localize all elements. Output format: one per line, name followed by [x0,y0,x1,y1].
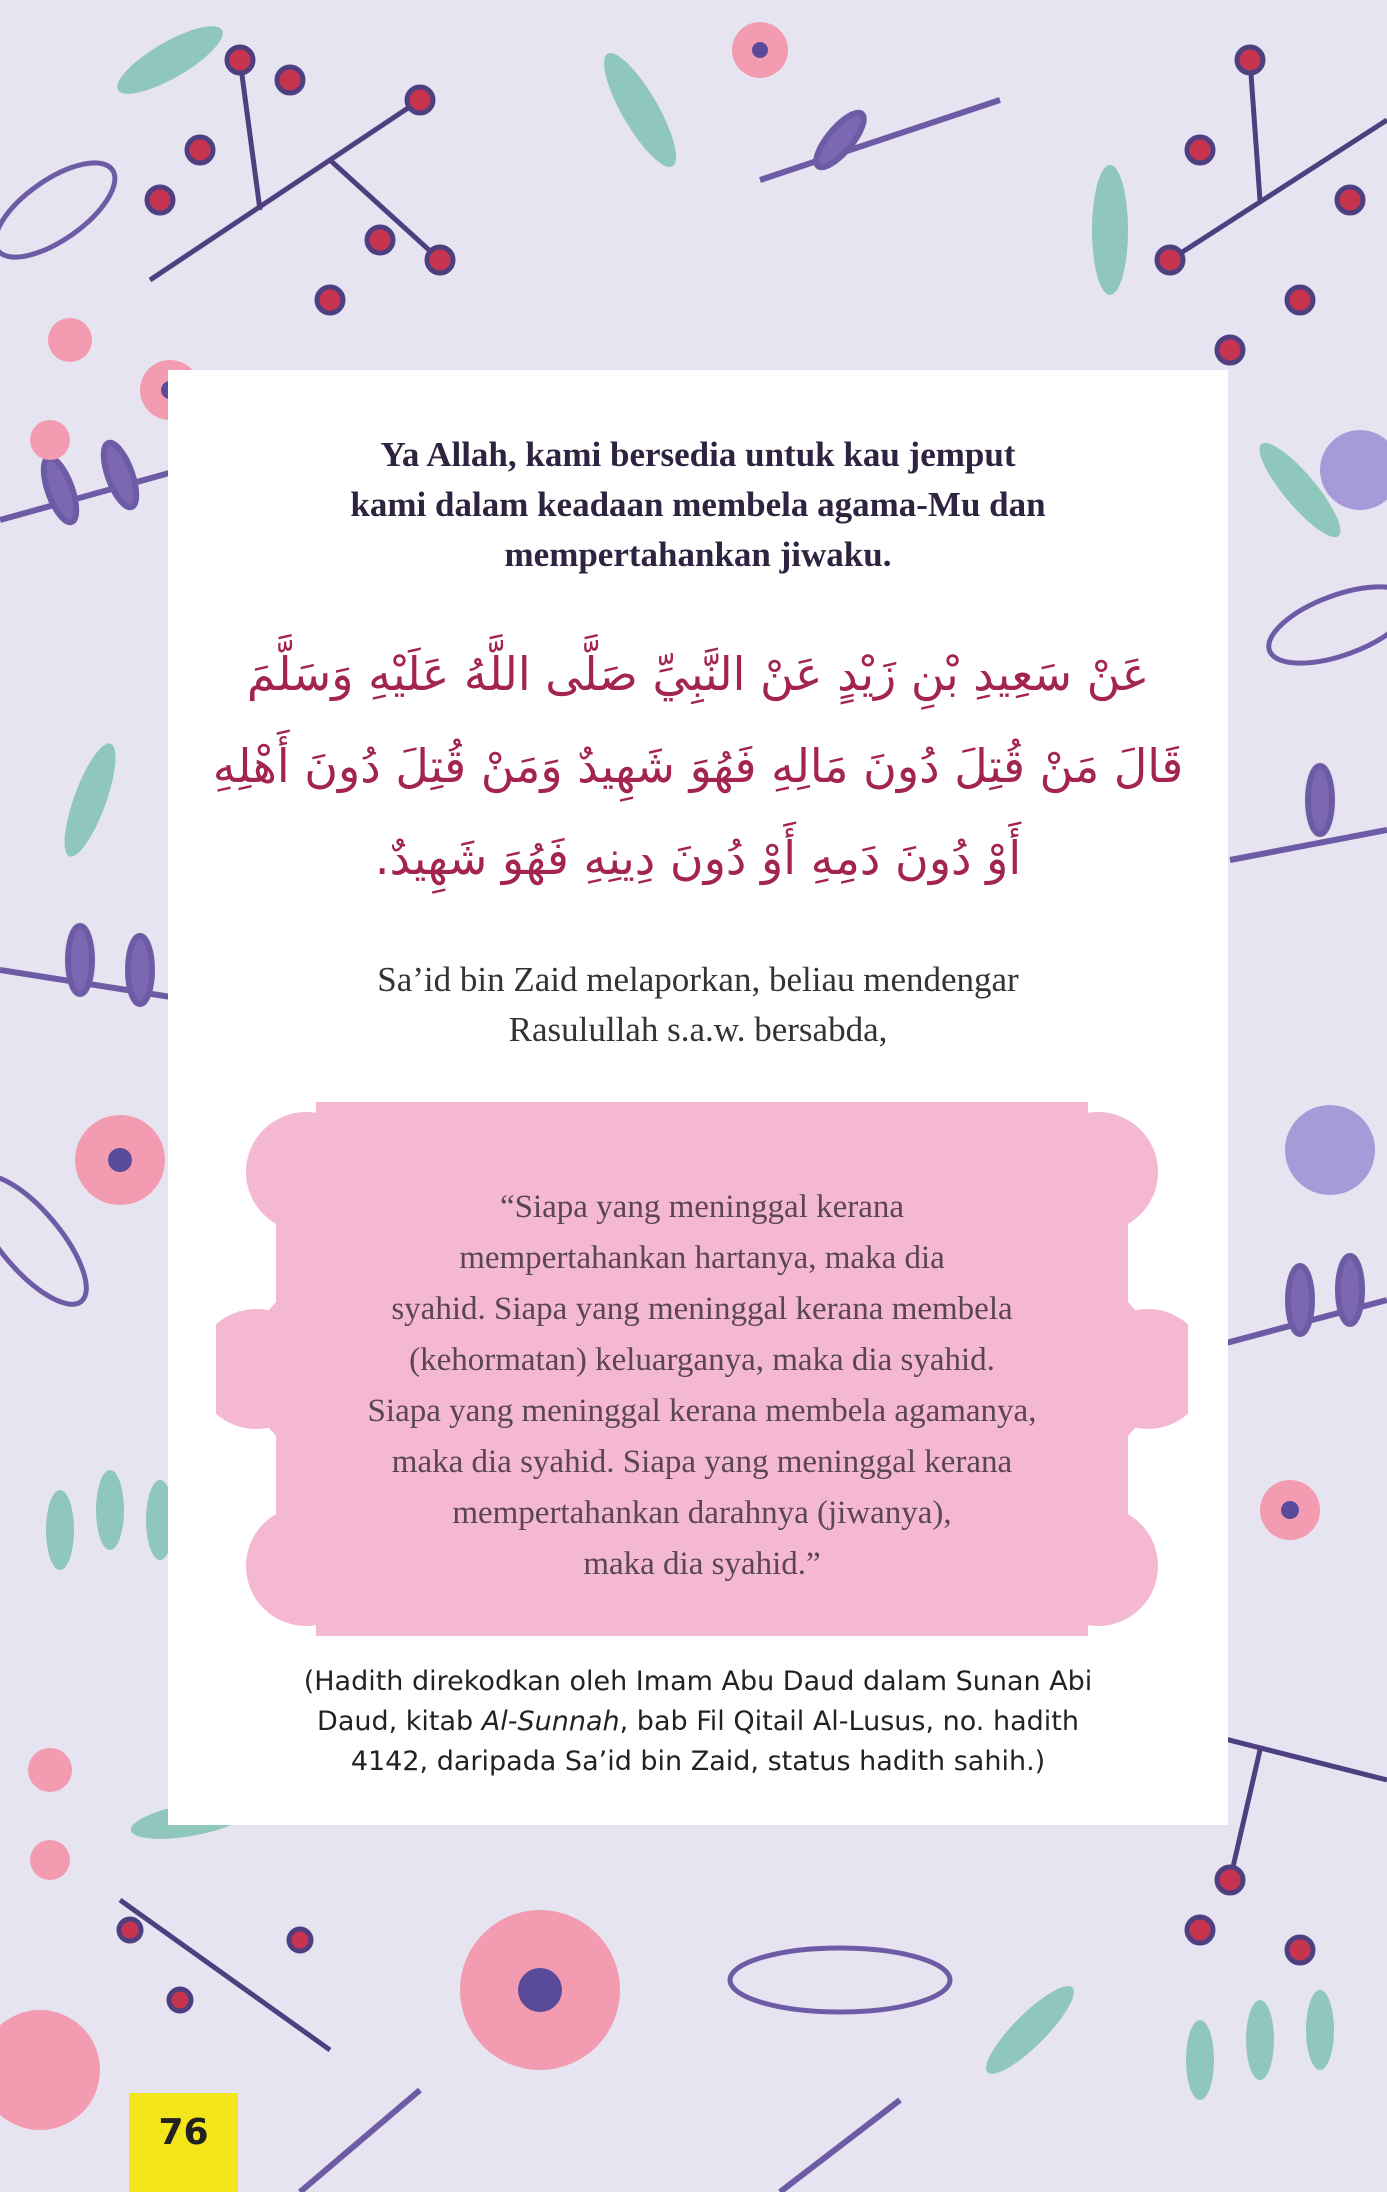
hadith-citation [228,1662,1168,1782]
intro-line: Rasulullah s.a.w. bersabda, [508,1010,888,1049]
citation-line: (Hadith direkodkan oleh Imam Abu Daud dalam Sunan Abi [303,1666,1093,1697]
citation-book-title: Al-Sunnah [481,1706,620,1737]
citation-line: 4142, daripada Sa’id bin Zaid, status hadith sahih.) [350,1746,1046,1777]
quote-line: “Siapa yang meninggal kerana [499,1189,905,1225]
prayer-heading [168,430,1228,580]
intro-line: Sa’id bin Zaid melaporkan, beliau mendengar [377,960,1019,999]
arabic-hadith-text [198,628,1198,904]
prayer-line: Ya Allah, kami bersedia untuk kau jemput [380,435,1016,474]
arabic-line: عَنْ سَعِيدِ بْنِ زَيْدٍ عَنْ النَّبِيِّ صَلَّى اللَّهُ عَلَيْهِ وَسَلَّمَ [246,647,1150,701]
lavender-flower-icon [1285,430,1387,1195]
quote-line: mempertahankan darahnya (jiwanya), [452,1495,952,1531]
quote-line: maka dia syahid. Siapa yang meninggal kerana [391,1444,1013,1480]
quote-line: Siapa yang meninggal kerana membela agamanya, [367,1393,1037,1429]
page-number: 76 [129,2093,238,2192]
content-panel [168,370,1228,1825]
prayer-line: kami dalam keadaan membela agama-Mu dan [350,485,1046,524]
narration-intro [168,955,1228,1055]
translation-quote-box [216,1102,1188,1636]
citation-line [228,1702,1168,1742]
arabic-line: أَوْ دُونَ دَمِهِ أَوْ دُونَ دِينِهِ فَهُوَ شَهِيدٌ. [374,831,1022,885]
prayer-line: mempertahankan jiwaku. [504,535,892,574]
translation-quote [276,1182,1128,1590]
arabic-line: قَالَ مَنْ قُتِلَ دُونَ مَالِهِ فَهُوَ شَهِيدٌ وَمَنْ قُتِلَ دُونَ أَهْلِهِ [212,739,1184,793]
citation-text: Daud, kitab [317,1706,482,1737]
quote-line: maka dia syahid.” [583,1546,821,1582]
quote-line: mempertahankan hartanya, maka dia [459,1240,945,1276]
quote-line: syahid. Siapa yang meninggal kerana membela [391,1291,1013,1327]
quote-line: (kehormatan) keluarganya, maka dia syahid. [409,1342,995,1378]
citation-text: , bab Fil Qitail Al-Lusus, no. hadith [619,1706,1079,1737]
